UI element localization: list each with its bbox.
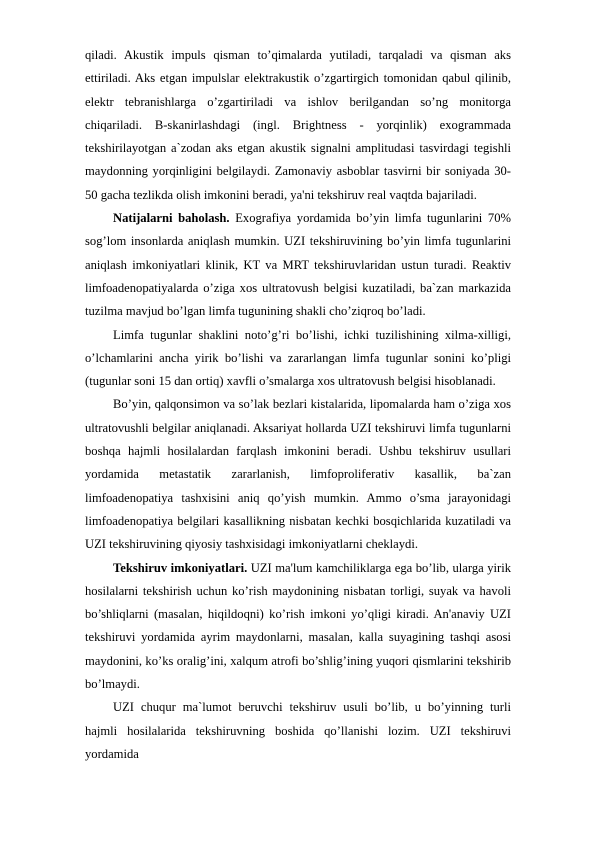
section-heading-results: Natijalarni baholash.	[113, 211, 230, 226]
paragraph-text: UZI ma'lum kamchiliklarga ega bo’lib, ularga yirik hosilalarni tekshirish uchun ko’rish maydonining nisbatan torligi, suyak va havoli bo’shliqlarni (masalan, hiqildoqni) ko’rish imkoni yo’qligi kiradi. An'anaviy UZI tekshiruvi yordamida ayrim maydonlarni, masalan, kalla suyagining tashqi asosi maydonini, ko’ks oralig’ini, xalqum atrofi bo’shlig’ining yuqori qismlarini tekshirib bo’lmaydi.	[85, 560, 511, 692]
paragraph-cysts-lipomas	[85, 393, 511, 556]
paragraph-text: UZI chuqur ma`lumot beruvchi tekshiruv usuli bo’lib, u bo’yinning turli hajmli hosilalarida tekshiruvning boshida qo’llanishi lozim. UZI tekshiruvi yordamida	[85, 700, 511, 761]
paragraph-uzi-method	[85, 696, 511, 766]
document-page	[85, 44, 511, 766]
section-heading-capabilities: Tekshiruv imkoniyatlari.	[113, 560, 248, 575]
paragraph-continuation	[85, 44, 511, 207]
paragraph-text: Bo’yin, qalqonsimon va so’lak bezlari kistalarida, lipomalarda ham o’ziga xos ultratovushli belgilar aniqlanadi. Aksariyat hollarda UZI tekshiruvi limfa tugunlarni boshqa hajmli hosilalardan farqlash imkonini beradi. Ushbu tekshiruv usullari yordamida metastatik zararlanish, limfoproliferativ kasallik, ba`zan limfoadenopatiya tashxisini aniq qo’yish mumkin. Ammo o’sma jarayonidagi limfoadenopatiya belgilari kasallikning nisbatan kechki bosqichlarida kuzatiladi va UZI tekshiruvining qiyosiy tashxisidagi imkoniyatlarni cheklaydi.	[85, 397, 511, 552]
paragraph-lymph-node-signs	[85, 324, 511, 394]
paragraph-text: Exografiya yordamida bo’yin limfa tugunlarini 70% sog’lom insonlarda aniqlash mumkin. UZI tekshiruvining bo’yin limfa tugunlarini aniqlash imkoniyatlari klinik, KT va MRT tekshiruvlaridan ustun turadi. Reaktiv limfoadenopatiyalarda o’ziga xos ultratovush belgisi kuzatiladi, ba`zan markazida tuzilma mavjud bo’lgan limfa tugunining shakli cho’ziqroq bo’ladi.	[85, 211, 511, 319]
paragraph-text: qiladi. Akustik impuls qisman to’qimalarda yutiladi, tarqaladi va qisman aks ettiriladi. Aks etgan impulslar elektrakustik o’zgartirgich tomonidan qabul qilinib, elektr tebranishlarga o’zgartiriladi va ishlov berilgandan so’ng monitorga chiqariladi. B-skanirlashdagi (ingl. Brightness - yorqinlik) exogrammada tekshirilayotgan a`zodan aks etgan akustik signalni amplitudasi tasvirdagi tegishli maydonning yorqinligini belgilaydi. Zamonaviy asboblar tasvirni bir soniyada 30-50 gacha tezlikda olish imkonini beradi, ya'ni tekshiruv real vaqtda bajariladi.	[85, 48, 511, 202]
paragraph-results-evaluation	[85, 207, 511, 323]
paragraph-exam-capabilities	[85, 557, 511, 697]
paragraph-text: Limfa tugunlar shaklini noto’g’ri bo’lishi, ichki tuzilishining xilma-xilligi, o’lchamlarini ancha yirik bo’lishi va zararlangan limfa tugunlar sonini ko’pligi (tugunlar soni 15 dan ortiq) xavfli o’smalarga xos ultratovush belgisi hisoblanadi.	[85, 327, 511, 389]
